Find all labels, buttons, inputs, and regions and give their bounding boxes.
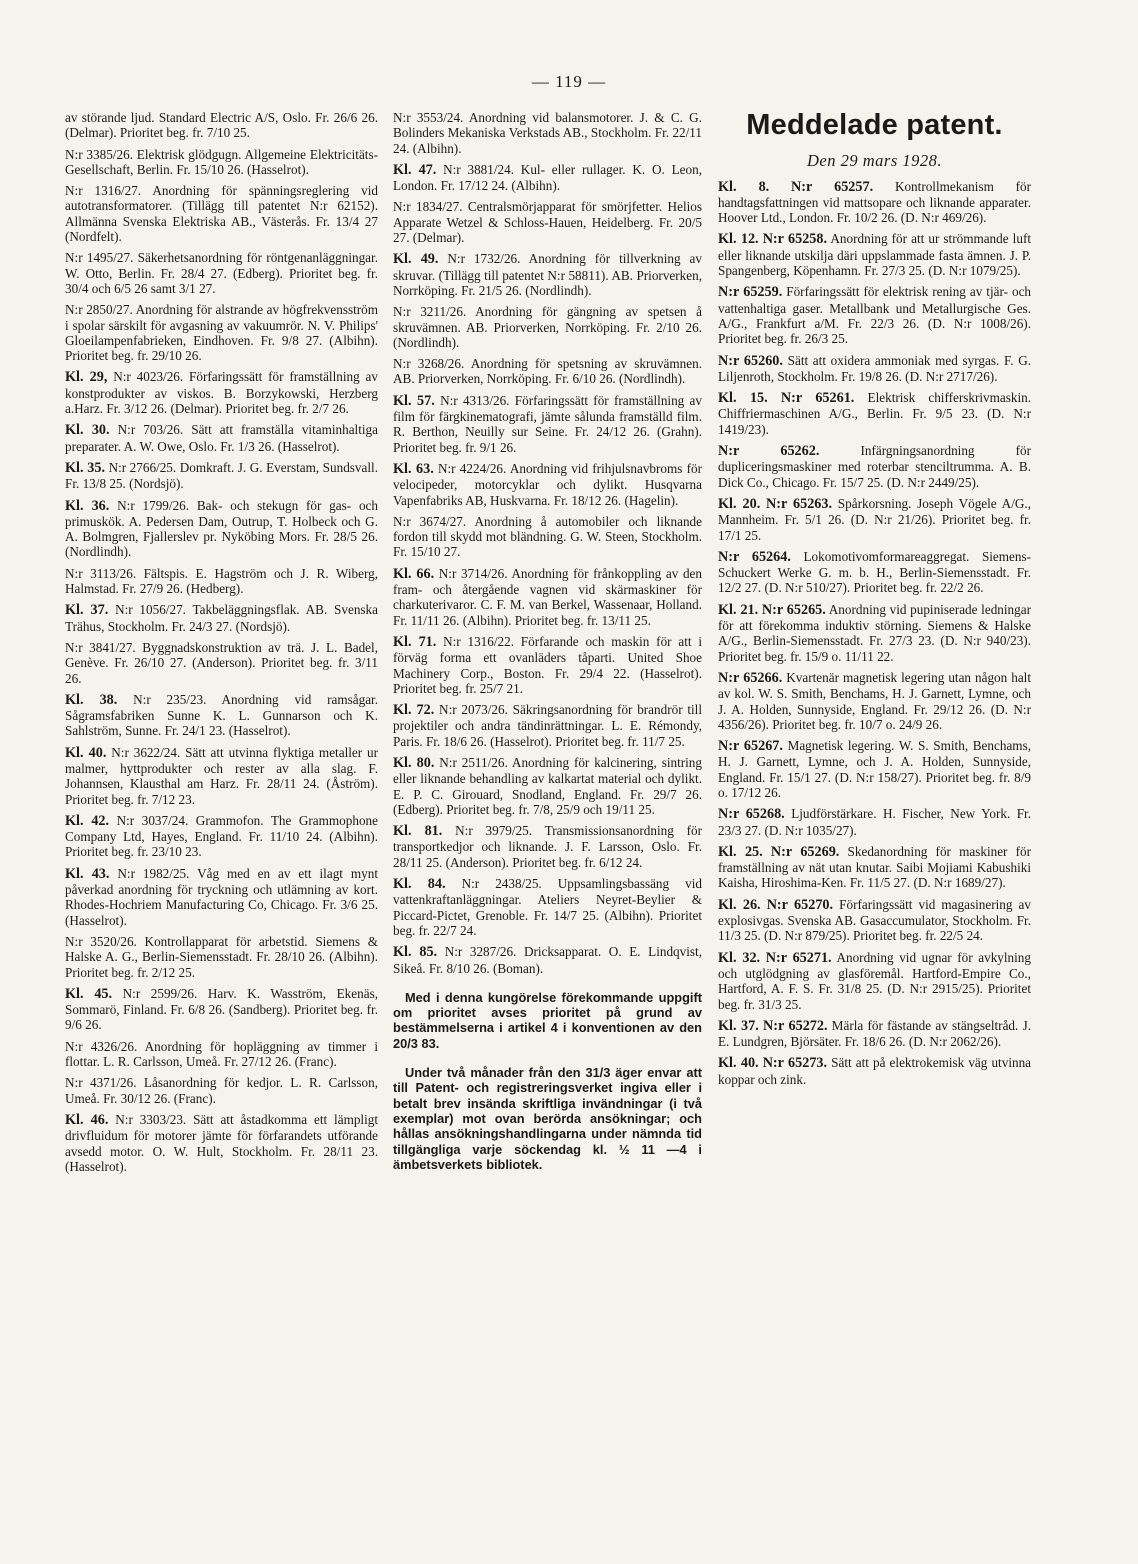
entry-text: Anordning vid pupiniserade ledningar för att förekomma induktiv störning. Siemens & Halske A/G., Berlin-Siemensstadt. Fr. 27/3 23. (D. N:r 940/23). Prioritet beg. fr. 15/9 o. 11/11 22. — [718, 601, 1031, 664]
patent-number: N:r 65257. — [791, 178, 874, 195]
class-label: Kl. 43. — [65, 865, 110, 882]
entry-text: N:r 3520/26. Kontrollapparat för arbetstid. Siemens & Halske A. G., Berlin-Siemensstadt. Fr. 28/10 26. (Albihn). Prioritet beg. fr. 2/12 25. — [65, 933, 378, 980]
patent-entry — [718, 353, 1031, 385]
entry-text: N:r 3714/26. Anordning för frånkoppling av den fram- och återgående vagnen vid skärmaskiner för charkuterivaror. C. F. M. van Berkel, Wassenaar, Holland. Fr. 11/11 26. (Albihn). Prioritet beg. fr. 13/11 25. — [393, 565, 702, 628]
patent-number: N:r 65266. — [718, 669, 783, 686]
entry-text: Infärgningsanordning för dupliceringsmaskiner med roterbar stenciltrumma. A. B. Dick Co., Chicago. Fr. 15/7 25. (D. N:r 2449/25). — [718, 443, 1032, 490]
patent-entry — [65, 302, 378, 363]
entry-text: Anordning vid ugnar för avkylning och utglödgning av glasföremål. Hartford-Empire Co., Hartford, A. F. S. Fr. 31/8 25. (D. N:r 2915/25). Prioritet beg. fr. 31/3 25. — [718, 949, 1031, 1012]
class-label: Kl. 37. — [65, 602, 109, 619]
entry-text: Anordning för att ur strömmande luft eller liknande utskilja däri uppslammade fasta ämnen. J. P. Spangenberg, Köpenhamn. Fr. 27/3 25. (D. N:r 1079/25). — [718, 231, 1031, 279]
class-label: Kl. 45. — [65, 985, 113, 1002]
class-label: Kl. 63. — [393, 460, 434, 477]
patent-entry — [718, 602, 1031, 664]
class-label: Kl. 29, — [65, 369, 108, 386]
class-label: Kl. 46. — [65, 1111, 109, 1128]
entry-text: N:r 703/26. Sätt att framställa vitaminhaltiga preparater. A. W. Owe, Oslo. Fr. 1/3 26. (Hasselrot). — [65, 422, 378, 454]
entry-text: Skedanordning för maskiner för framställning av nät utan knutar. Saibi Mojiami Kabushiki Kaisha, Hiroshima-Ken. Fr. 11/5 27. (D. N:r 1689/27). — [718, 843, 1032, 891]
patent-entry — [393, 823, 702, 870]
entry-text: Märla för fästande av stängseltråd. J. E. Lundgren, Björsäter. Fr. 18/6 26. (D. N:r 2062/26). — [718, 1017, 1031, 1050]
class-label: Kl. 40. — [718, 1055, 759, 1072]
entry-text: Förfaringssätt vid magasinering av explosivgas. Svenska AB. Gasaccumulator, Stockholm. Fr. 11/3 25. (D. N:r 879/25). Prioritet beg. fr. 22/5 24. — [718, 896, 1032, 944]
entry-text: N:r 2073/26. Säkringsanordning för brandrör till projektiler och andra tändinrättningar. L. E. Rémondy, Paris. Fr. 18/6 26. (Hasselrot). Prioritet beg. fr. 11/7 25. — [393, 702, 703, 749]
patent-entry — [65, 369, 378, 416]
class-label: Kl. 85. — [393, 944, 438, 961]
patent-entry — [393, 199, 702, 245]
column-right — [718, 110, 1031, 1093]
class-label: Kl. 84. — [393, 876, 446, 893]
patent-entry — [65, 422, 378, 454]
patent-entry — [65, 602, 378, 634]
patent-number: N:r 65262. — [718, 443, 820, 460]
patent-entry — [718, 231, 1031, 278]
patent-entry — [65, 147, 378, 178]
entry-text: N:r 1056/27. Takbeläggningsflak. AB. Svenska Trähus, Stockholm. Fr. 24/3 27. (Nordsjö). — [65, 602, 378, 634]
entry-text: N:r 1316/27. Anordning för spänningsreglering vid autotransformatorer. (Tillägg till patentet N:r 62152). Allmänna Svenska Elektriska AB., Västerås. Fr. 13/4 27 (Nordfelt). — [65, 183, 378, 245]
entry-text: N:r 3841/27. Byggnadskonstruktion av trä. J. L. Badel, Genève. Fr. 26/10 27. (Anderson). Prioritet beg. fr. 3/11 26. — [65, 639, 378, 686]
entry-text: N:r 1982/25. Våg med en av ett ilagt mynt påverkad anordning för tryckning och utlämning av kort. Rhodes-Hochriem Manufacturing Co, Chicago. Fr. 3/6 25. (Hasselrot). — [65, 865, 379, 928]
class-label: Kl. 8. — [718, 178, 770, 195]
patent-entry — [65, 745, 378, 807]
patent-entry — [393, 876, 702, 938]
class-label: Kl. 80. — [393, 754, 435, 771]
entry-text: N:r 3113/26. Fältspis. E. Hagström och J. R. Wiberg, Halmstad. Fr. 27/9 26. (Hedberg). — [65, 565, 378, 597]
entry-text: Lokomotivomformareaggregat. Siemens-Schuckert Werke G. m. b. H., Berlin-Siemensstadt. Fr. 12/2 27. (D. N:r 510/27). Prioritet beg. fr. 22/2 26. — [718, 548, 1032, 596]
patent-entry — [65, 460, 378, 492]
patent-entry — [65, 813, 378, 860]
entry-text: Magnetisk legering. W. S. Smith, Benchams, H. J. Garnett, Lymne, och J. A. Holden, Sunnyside, England. Fr. 15/1 27. (D. N:r 158/27). Prioritet beg. fr. 8/9 o. 17/12 26. — [718, 738, 1031, 800]
entry-text: Kontrollmekanism för handtagsfattningen vid mattsopare och liknande apparater. Hoover Ltd., London. Fr. 10/2 26. (D. N:r 469/26). — [718, 178, 1032, 226]
class-label: Kl. 66. — [393, 565, 435, 582]
patent-entry — [65, 1075, 378, 1106]
patent-entry — [65, 250, 378, 296]
entry-text: N:r 3881/24. Kul- eller rullager. K. O. Leon, London. Fr. 17/12 24. (Albihn). — [393, 161, 702, 194]
entry-text: N:r 3037/24. Grammofon. The Grammophone Company Ltd, Hayes, England. Fr. 11/10 24. (Albihn). Prioritet beg. fr. 23/10 23. — [65, 812, 379, 860]
entry-text: N:r 1732/26. Anordning för tillverkning av skruvar. (Tillägg till patentet N:r 58811). AB. Priorverken, Norrköping. Fr. 21/5 26. (Nordlindh). — [393, 251, 702, 298]
entry-text: Kvartenär magnetisk legering utan någon halt av kol. W. S. Smith, Benchams, H. J. Garnett, Lymne, och J. A. Holden, Sunnyside, England. Fr. 29/12 26. (D. N:r 4356/26). Prioritet beg. fr. 10/7 o. 24/9 26. — [718, 669, 1031, 732]
patent-entry — [393, 702, 702, 749]
class-label: Kl. 26. — [718, 896, 761, 913]
patent-entry — [65, 1112, 378, 1174]
class-label: Kl. 21. — [718, 601, 759, 618]
entry-text: N:r 4326/26. Anordning för hopläggning av timmer i flottar. L. R. Carlsson, Umeå. Fr. 27/12 26. (Franc). — [65, 1038, 378, 1070]
entry-text: N:r 1799/26. Bak- och stekugn för gas- och primuskök. A. Pedersen Dam, Outrup, T. Holbeck och G. A. Bolmgren, Fjallerslev pr. Nyköbing Mors. Fr. 28/5 26. (Nordlindh). — [65, 497, 378, 560]
patent-number: N:r 65268. — [718, 806, 785, 823]
entry-text: N:r 3287/26. Dricksapparat. O. E. Lindqvist, Sikeå. Fr. 8/10 26. (Boman). — [393, 944, 702, 976]
entry-text: N:r 2850/27. Anordning för alstrande av högfrekvensström i spolar särskilt för avgasning av vakuumrör. N. V. Philips' Gloeilampenfabrieken, Eindhoven. Fr. 9/8 27. (Albihn). Prioritet beg. fr. 29/10 26. — [65, 302, 378, 364]
patent-entry — [65, 498, 378, 560]
patent-entry — [393, 514, 702, 560]
entry-text: av störande ljud. Standard Electric A/S, Oslo. Fr. 26/6 26. (Delmar). Prioritet beg. fr. 7/10 25. — [65, 110, 378, 141]
class-label: Kl. 49. — [393, 251, 439, 268]
section-title: Meddelade patent. — [746, 109, 1003, 141]
patent-entry — [393, 304, 702, 350]
patent-entry — [718, 897, 1031, 944]
entry-text: Spårkorsning. Joseph Vögele A/G., Mannheim. Fr. 5/1 26. (D. N:r 21/26). Prioritet beg. fr. 17/1 25. — [718, 495, 1031, 543]
objection-notice: Under två månader från den 31/3 äger envar att till Patent- och registreringsverket ingiva eller i betalt brev insända skriftliga invändningar (i två exemplar) mot ovan berörda ansökningar; och hållas ansökningshandlingarna under nämnda tid tillgängliga varje söckendag kl. ½ 11 —4 i ämbetsverkets bibliotek. — [393, 1065, 702, 1172]
patent-entry — [718, 549, 1031, 596]
patent-entry — [65, 692, 378, 739]
patent-entry — [718, 284, 1031, 346]
entry-text: N:r 1834/27. Centralsmörjapparat för smörjfetter. Helios Apparate Wetzel & Schloss-Hauen, Heidelberg. Fr. 20/5 27. (Delmar). — [393, 199, 702, 246]
entry-text: Elektrisk chifferskrivmaskin. Chiffriermaschinen A/G., Berlin. Fr. 9/5 23. (D. N:r 1419/23). — [718, 390, 1032, 437]
patent-entry — [393, 251, 702, 298]
entry-text: N:r 1495/27. Säkerhetsanordning för röntgenanläggningar. W. Otto, Berlin. Fr. 28/4 27. (Edberg). Prioritet beg. fr. 30/4 och 6/5 26 samt 3/1 27. — [65, 250, 378, 296]
entry-text: N:r 3553/24. Anordning vid balansmotorer. J. & C. G. Bolinders Mekaniska Verkstads AB., Stockholm. Fr. 22/11 24. (Albihn). — [393, 110, 702, 156]
class-label: Kl. 38. — [65, 691, 118, 708]
patent-entry — [393, 110, 702, 156]
patent-entry — [393, 356, 702, 387]
class-label: Kl. 35. — [65, 459, 106, 476]
patent-entry — [65, 640, 378, 686]
patent-entry — [393, 461, 702, 508]
column-left — [65, 110, 378, 1180]
patent-number: N:r 65272. — [763, 1017, 828, 1034]
patent-entry — [393, 755, 702, 817]
entry-text: N:r 4224/26. Anordning vid frihjulsnavbroms för velocipeder, motorcyklar och dylikt. Husqvarna Vapenfabriks AB, Huskvarna. Fr. 18/12 26. (Hagelin). — [393, 460, 702, 508]
entry-text: N:r 3979/25. Transmissionsanordning för transportkedjor och liknande. J. F. Larsson, Oslo. Fr. 28/11 25. (Anderson). Prioritet beg. fr. 6/12 24. — [393, 823, 703, 870]
patent-entry — [718, 390, 1031, 437]
patent-entry — [718, 496, 1031, 543]
patent-number: N:r 65271. — [765, 949, 832, 966]
entry-text: N:r 2599/26. Harv. K. Wasström, Ekenäs, Sommarö, Finland. Fr. 6/8 26. (Sandberg). Prioritet beg. fr. 9/6 26. — [65, 985, 379, 1033]
patent-entry — [65, 866, 378, 928]
patent-entry — [718, 179, 1031, 226]
class-label: Kl. 71. — [393, 633, 437, 650]
entry-text: N:r 3211/26. Anordning för gängning av spetsen å skruvämnen. AB. Priorverken, Norrköping. Fr. 2/10 26. (Nordlindh). — [393, 304, 702, 350]
patent-number: N:r 65259. — [718, 284, 783, 301]
patent-entry — [393, 944, 702, 976]
patent-number: N:r 65265. — [761, 601, 826, 618]
patent-entry — [718, 844, 1031, 891]
class-label: Kl. 36. — [65, 497, 110, 514]
class-label: Kl. 25. — [718, 843, 763, 860]
class-label: Kl. 81. — [393, 823, 443, 840]
patent-entry — [718, 443, 1031, 490]
section-date: Den 29 mars 1928. — [807, 151, 942, 171]
patent-number: N:r 65261. — [780, 390, 855, 407]
entry-text: N:r 3385/26. Elektrisk glödgugn. Allgemeine Elektricitäts-Gesellschaft, Berlin. Fr. 15/10 26. (Hasselrot). — [65, 146, 378, 177]
patent-entry — [718, 1055, 1031, 1087]
column-middle-entries — [393, 110, 702, 976]
patent-entry — [65, 1039, 378, 1070]
entry-text: N:r 4371/26. Låsanordning för kedjor. L. R. Carlsson, Umeå. Fr. 30/12 26. (Franc). — [65, 1075, 378, 1106]
entry-text: N:r 2438/25. Uppsamlingsbassäng vid vattenkraftanläggningar. Ateliers Neyret-Beylier & Piccard-Pictet, Grenoble. Fr. 14/7 25. (Albihn). Prioritet beg. fr. 22/7 24. — [393, 876, 703, 938]
class-label: Kl. 37. — [718, 1017, 759, 1034]
entry-text: N:r 4313/26. Förfaringssätt för framställning av film för färgkinematografi, jämte sålunda framställd film. R. Berthon, Neuilly sur Seine. Fr. 24/12 26. (Grahn). Prioritet beg. fr. 9/1 26. — [393, 392, 703, 455]
entry-text: Sätt att på elektrokemisk väg utvinna koppar och zink. — [718, 1055, 1032, 1087]
class-label: Kl. 32. — [718, 949, 761, 966]
entry-text: Sätt att oxidera ammoniak med syrgas. F. G. Liljenroth, Stockholm. Fr. 19/8 26. (D. N:r 2717/26). — [718, 352, 1032, 384]
patent-entry — [65, 986, 378, 1033]
patent-number: N:r 65273. — [762, 1055, 828, 1072]
class-label: Kl. 30. — [65, 422, 110, 439]
patent-entry — [718, 1018, 1031, 1050]
entry-text: Ljudförstärkare. H. Fischer, New York. Fr. 23/3 27. (D. N:r 1035/27). — [718, 806, 1031, 838]
entry-text: N:r 2766/25. Domkraft. J. G. Everstam, Sundsvall. Fr. 13/8 25. (Nordsjö). — [65, 459, 379, 492]
patent-entry — [718, 670, 1031, 732]
entry-text: N:r 4023/26. Förfaringssätt för framställning av konstprodukter av viskos. B. Borzykowski, Herzberg a.Harz. Fr. 3/12 26. (Delmar). Prioritet beg. fr. 2/7 26. — [65, 369, 379, 417]
patent-entry — [718, 806, 1031, 838]
patent-entry — [393, 393, 702, 455]
entry-text: N:r 3674/27. Anordning å automobiler och liknande fordon till skydd mot bländning. G. W. Steen, Stockholm. Fr. 15/10 27. — [393, 513, 702, 560]
patent-number: N:r 65269. — [770, 843, 840, 860]
class-label: Kl. 42. — [65, 812, 110, 829]
entry-text: N:r 1316/22. Förfarande och maskin för att i förväg forma ett ovanläders tåparti. United Shoe Machinery Corp., Boston. Fr. 29/4 22. (Hasselrot). Prioritet beg. fr. 25/7 21. — [393, 633, 702, 696]
class-label: Kl. 20. — [718, 495, 761, 512]
patent-number: N:r 65258. — [762, 231, 828, 248]
patent-entry — [65, 934, 378, 980]
patent-number: N:r 65263. — [766, 495, 833, 512]
entry-text: N:r 3268/26. Anordning för spetsning av skruvämnen. AB. Priorverken, Norrköping. Fr. 6/10 26. (Nordlindh). — [393, 356, 702, 387]
patent-entry — [393, 162, 702, 194]
column-right-entries — [718, 179, 1031, 1087]
class-label: Kl. 15. — [718, 390, 768, 407]
patent-number: N:r 65267. — [718, 738, 783, 755]
entry-text: Förfaringssätt för elektrisk rening av tjär- och vattenhaltiga gaser. Metallbank und Metallurgische Ges. A/G., Frankfurt a/M. Fr. 22/3 26. (D. N:r 1008/26). Prioritet beg. fr. 26/3 25. — [718, 284, 1032, 347]
entry-text: N:r 2511/26. Anordning för kalcinering, sintring eller liknande behandling av kalkartat material och dylikt. E. P. C. Girouard, Snodland, England. Fr. 29/7 26. (Edberg). Prioritet beg. fr. 7/8, 25/9 och 19/11 25. — [393, 754, 702, 817]
patent-number: N:r 65270. — [766, 896, 834, 913]
patent-entry — [65, 183, 378, 244]
class-label: Kl. 72. — [393, 702, 435, 719]
class-label: Kl. 12. — [718, 231, 759, 248]
patent-number: N:r 65260. — [718, 352, 783, 369]
page-number: — 119 — — [531, 72, 607, 91]
patent-entry — [65, 110, 378, 141]
class-label: Kl. 40. — [65, 744, 107, 761]
column-middle — [393, 110, 702, 1182]
entry-text: N:r 235/23. Anordning vid ramsågar. Sågramsfabriken Sunne K. L. Gunnarson och K. Sahlström, Sunne. Fr. 24/1 23. (Hasselrot). — [65, 691, 379, 739]
patent-entry — [718, 950, 1031, 1012]
patent-entry — [718, 738, 1031, 800]
entry-text: N:r 3303/23. Sätt att åstadkomma ett lämpligt drivfluidum för motorer jämte för förfarandets utförande avsedd motor. O. W. Hult, Stockholm. Fr. 28/11 23. (Hasselrot). — [65, 1111, 379, 1174]
entry-text: N:r 3622/24. Sätt att utvinna flyktiga metaller ur malmer, hyttprodukter och rester av alla slag. F. Johannsen, Klausthal am Harz. Fr. 28/11 24. (Åström). Prioritet beg. fr. 7/12 23. — [65, 744, 379, 807]
class-label: Kl. 57. — [393, 392, 435, 409]
class-label: Kl. 47. — [393, 161, 437, 178]
patent-number: N:r 65264. — [718, 548, 791, 565]
patent-entry — [393, 566, 702, 628]
patent-entry — [393, 634, 702, 696]
patent-entry — [65, 566, 378, 597]
priority-notice: Med i denna kungörelse förekommande uppgift om prioritet avses prioritet på grund av bestämmelserna i artikel 4 i konventionen av den 20/3 83. — [393, 989, 702, 1051]
